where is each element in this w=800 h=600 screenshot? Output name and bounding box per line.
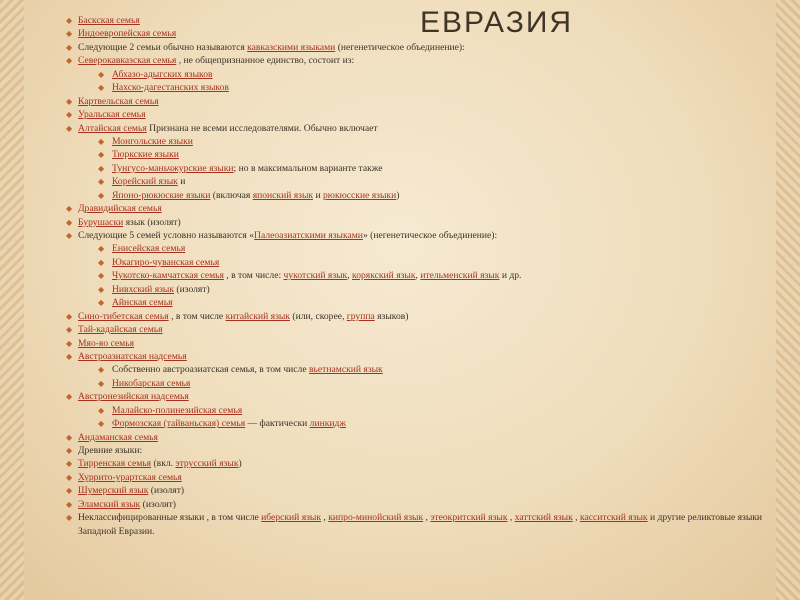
language-link[interactable]: Малайско-полинезийская семья <box>112 404 243 416</box>
bullet-diamond-icon: ◆ <box>66 311 73 321</box>
item-text: , <box>415 270 421 282</box>
bullet-diamond-icon: ◆ <box>66 472 73 482</box>
list-item <box>66 337 786 350</box>
bullet-diamond-icon: ◆ <box>66 446 73 455</box>
bullet-diamond-icon: ◆ <box>98 284 105 294</box>
bullet-diamond-icon: ◆ <box>66 217 73 227</box>
bullet-diamond-icon: ◆ <box>66 432 73 442</box>
list-item <box>66 216 786 229</box>
language-link[interactable]: Нивхский язык <box>112 283 175 295</box>
language-link[interactable]: иберский язык <box>261 512 322 524</box>
language-link[interactable]: Баскская семья <box>78 15 140 26</box>
list-item <box>66 511 774 538</box>
list-item <box>66 498 786 511</box>
language-link[interactable]: Юкагиро-чуванская семья <box>112 256 220 268</box>
list-item <box>66 108 786 121</box>
bullet-diamond-icon: ◆ <box>98 83 105 93</box>
list-item <box>66 189 786 202</box>
list-item <box>66 41 786 54</box>
bullet-diamond-icon: ◆ <box>66 96 73 106</box>
language-link[interactable]: китайский язык <box>225 310 290 322</box>
list-item <box>66 135 786 148</box>
bullet-diamond-icon: ◆ <box>98 136 105 146</box>
language-family-list <box>66 14 786 538</box>
bullet-diamond-icon: ◆ <box>98 150 105 160</box>
language-link[interactable]: группа <box>346 310 375 322</box>
language-link[interactable]: Японо-рюкюские языки <box>112 189 211 201</box>
item-text: (изолят) <box>148 485 185 497</box>
bullet-diamond-icon: ◆ <box>98 405 105 415</box>
list-item <box>66 256 786 269</box>
language-link[interactable]: Сино-тибетская семья <box>78 310 169 322</box>
language-link[interactable]: Шумерский язык <box>78 485 149 497</box>
list-item <box>66 471 786 484</box>
bullet-diamond-icon: ◆ <box>66 204 73 214</box>
list-item <box>66 95 786 108</box>
language-link[interactable]: Тунгусо-маньчжурские языки <box>112 162 234 174</box>
bullet-diamond-icon: ◆ <box>98 163 105 173</box>
item-text: , <box>423 512 431 524</box>
item-text: ) <box>396 189 400 201</box>
language-link[interactable]: Тирренская семья <box>78 458 152 470</box>
language-link[interactable]: Палеоазиатскими языками <box>254 230 363 241</box>
left-decorative-border <box>0 0 24 600</box>
item-text: (включая <box>210 189 253 201</box>
item-text: , в том числе: <box>223 270 284 282</box>
bullet-diamond-icon: ◆ <box>66 459 73 469</box>
bullet-diamond-icon: ◆ <box>66 110 73 120</box>
list-item <box>66 229 786 242</box>
bullet-diamond-icon: ◆ <box>66 42 73 52</box>
language-link[interactable]: линкидж <box>309 418 347 430</box>
language-link[interactable]: Эламский язык <box>78 498 141 510</box>
item-text: » (негенетическое объединение): <box>362 230 498 241</box>
language-link[interactable]: Хуррито-урартская семья <box>78 471 182 483</box>
language-link[interactable]: чукотский язык <box>283 270 348 282</box>
language-link[interactable]: Бурушаски <box>78 216 124 228</box>
bullet-diamond-icon: ◆ <box>66 16 73 25</box>
bullet-diamond-icon: ◆ <box>66 29 73 39</box>
item-text: Признана не всеми исследователями. Обычно включает <box>146 122 378 134</box>
language-link[interactable]: кавказскими языками <box>247 41 336 53</box>
list-item <box>66 296 786 309</box>
language-link[interactable]: Австронезийская надсемья <box>78 391 189 403</box>
language-link[interactable]: Чукотско-камчатская семья <box>112 270 224 282</box>
item-text: , <box>572 512 580 524</box>
language-link[interactable]: Мяо-яо семья <box>78 337 135 349</box>
language-link[interactable]: касситский язык <box>579 512 648 524</box>
list-item <box>66 269 786 282</box>
bullet-diamond-icon: ◆ <box>66 513 73 523</box>
item-text: Следующие 5 семей условно называются « <box>78 230 255 241</box>
language-link[interactable]: рюкюсские языки <box>323 189 397 201</box>
language-link[interactable]: Енисейская семья <box>112 243 186 255</box>
bullet-diamond-icon: ◆ <box>98 298 105 308</box>
language-link[interactable]: корякский язык <box>352 270 416 282</box>
item-text: Неклассифицированные языки , в том числе <box>78 512 262 524</box>
list-item <box>66 377 786 390</box>
item-text: языков) <box>374 310 409 322</box>
list-item <box>66 457 786 470</box>
list-item <box>66 162 786 175</box>
list-item <box>66 417 786 430</box>
item-text: Собственно австроазиатская семья, в том числе <box>112 364 309 376</box>
language-link[interactable]: японский язык <box>252 189 314 201</box>
bullet-diamond-icon: ◆ <box>98 177 105 187</box>
language-link[interactable]: кипро-минойский язык <box>328 512 424 524</box>
bullet-diamond-icon: ◆ <box>66 499 73 509</box>
item-text: и <box>177 176 186 188</box>
bullet-diamond-icon: ◆ <box>98 69 105 79</box>
item-text: Следующие 2 семьи обычно называются <box>78 41 248 53</box>
list-item <box>66 202 786 215</box>
item-text: , не общепризнанное единство, состоит из: <box>176 55 355 67</box>
list-item <box>66 484 786 497</box>
item-text: ) <box>238 458 242 470</box>
language-link[interactable]: Монгольские языки <box>112 135 193 147</box>
list-item <box>66 363 786 376</box>
language-link[interactable]: ительменский язык <box>420 270 500 282</box>
item-text: и другие реликтовые языки Западной Евразии. <box>78 512 763 537</box>
language-link[interactable]: Дравидийская семья <box>78 203 162 215</box>
bullet-diamond-icon: ◆ <box>98 244 105 254</box>
bullet-diamond-icon: ◆ <box>66 231 73 240</box>
bullet-diamond-icon: ◆ <box>98 419 105 429</box>
item-text: , <box>507 512 515 524</box>
item-text: (или, скорее, <box>290 310 347 322</box>
item-text: Древние языки: <box>78 445 143 456</box>
list-item <box>66 431 786 444</box>
bullet-diamond-icon: ◆ <box>66 56 73 66</box>
language-link[interactable]: Тюркские языки <box>112 149 179 161</box>
list-item <box>66 54 786 67</box>
language-link[interactable]: Никобарская семья <box>112 377 191 389</box>
item-text: (вкл. <box>151 458 176 470</box>
item-text: и <box>313 189 323 201</box>
bullet-diamond-icon: ◆ <box>66 338 73 348</box>
item-text: ; но в максимальном варианте также <box>233 162 383 174</box>
slide-title: ЕВРАЗИЯ <box>420 6 574 39</box>
bullet-diamond-icon: ◆ <box>98 271 105 281</box>
language-link[interactable]: Андаманская семья <box>78 431 158 443</box>
list-item <box>66 81 786 94</box>
item-text: , в том числе <box>168 310 226 322</box>
list-item <box>66 310 786 323</box>
language-link[interactable]: Тай-кадайская семья <box>78 324 163 336</box>
bullet-diamond-icon: ◆ <box>98 378 105 388</box>
language-link[interactable]: Корейский язык <box>112 176 178 188</box>
list-item <box>66 404 786 417</box>
list-item <box>66 283 786 296</box>
item-text: и др. <box>499 270 522 282</box>
list-item <box>66 175 786 188</box>
item-text: — фактически <box>245 418 310 430</box>
list-item <box>66 350 786 363</box>
language-link[interactable]: Айнская семья <box>112 297 173 309</box>
list-item <box>66 242 786 255</box>
bullet-diamond-icon: ◆ <box>98 365 105 375</box>
item-text: , <box>321 512 329 524</box>
bullet-diamond-icon: ◆ <box>98 257 105 267</box>
bullet-diamond-icon: ◆ <box>66 325 73 335</box>
bullet-diamond-icon: ◆ <box>66 486 73 496</box>
language-link[interactable]: Нахско-дагестанских языков <box>112 82 229 94</box>
list-item <box>66 323 786 336</box>
language-link[interactable]: вьетнамский язык <box>309 364 383 376</box>
language-link[interactable]: этеокритский язык <box>430 512 508 524</box>
language-link[interactable]: Индоевропейская семья <box>78 28 177 40</box>
list-item <box>66 148 786 161</box>
list-item <box>66 68 786 81</box>
language-link[interactable]: Северокавказская семья <box>78 55 177 67</box>
bullet-diamond-icon: ◆ <box>66 351 73 361</box>
language-link[interactable]: Уральская семья <box>78 109 146 121</box>
item-text: (изолят) <box>174 283 210 295</box>
list-item <box>66 122 786 135</box>
language-link[interactable]: Картвельская семья <box>78 95 159 107</box>
item-text: язык (изолят) <box>123 216 181 228</box>
item-text: (негенетическое объединение): <box>335 41 465 53</box>
language-link[interactable]: Алтайская семья <box>78 122 147 134</box>
bullet-diamond-icon: ◆ <box>98 190 105 200</box>
bullet-diamond-icon: ◆ <box>66 123 73 133</box>
list-item <box>66 444 786 457</box>
language-link[interactable]: этрусский язык <box>175 458 239 470</box>
list-item <box>66 390 786 403</box>
language-link[interactable]: Абхазо-адыгских языков <box>112 68 213 80</box>
language-link[interactable]: Формозская (тайваньская) семья <box>112 418 246 430</box>
language-link[interactable]: хаттский язык <box>514 512 573 524</box>
language-link[interactable]: Австроазиатская надсемья <box>78 350 187 362</box>
list-item <box>66 27 786 40</box>
item-text: (изолят) <box>140 498 176 510</box>
list-item <box>66 14 786 27</box>
item-text: , <box>347 270 353 282</box>
bullet-diamond-icon: ◆ <box>66 392 73 402</box>
